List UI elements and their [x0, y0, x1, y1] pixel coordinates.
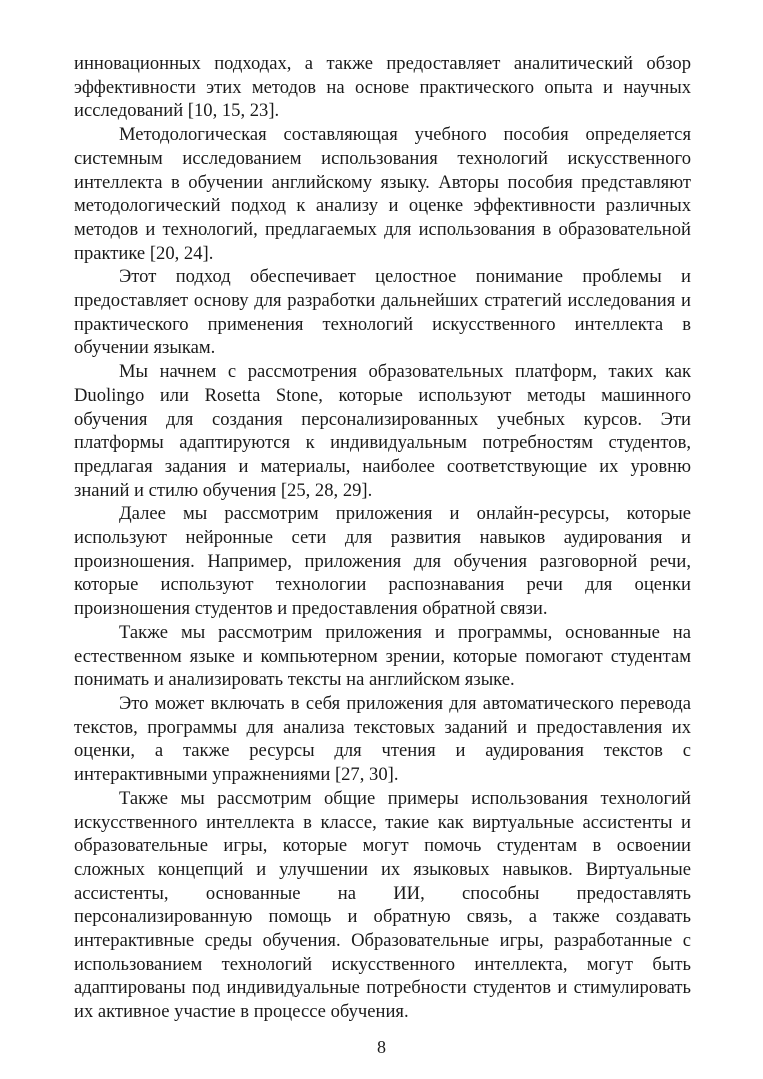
paragraph-natural-language: Также мы рассмотрим приложения и программы, основанные на естественном языке и компьютерном зрении, которые помогают студентам понимать и анализировать тексты на английском языке.: [74, 621, 691, 691]
page-number: 8: [377, 1037, 386, 1057]
page-body: [74, 52, 691, 1024]
paragraph-classroom-examples: Также мы рассмотрим общие примеры использования технологий искусственного интеллекта в классе, такие как виртуальные ассистенты и образовательные игры, которые могут помочь студентам в освоении сложных концепций и улучшении их языковых навыков. Виртуальные ассистенты, основанные на ИИ, способны предоставлять персонализированную помощь и обратную связь, а также создавать интерактивные среды обучения. Образовательные игры, разработанные с использованием технологий искусственного интеллекта, могут быть адаптированы под индивидуальные потребности студентов и стимулировать их активное участие в процессе обучения.: [74, 787, 691, 1023]
paragraph-platforms: Мы начнем с рассмотрения образовательных платформ, таких как Duolingo или Rosetta Stone, которые используют методы машинного обучения для создания персонализированных учебных курсов. Эти платформы адаптируются к индивидуальным потребностям студентов, предлагая задания и материалы, наиболее соответствующие их уровню знаний и стилю обучения [25, 28, 29].: [74, 361, 691, 501]
paragraph-neural-networks: Далее мы рассмотрим приложения и онлайн-ресурсы, которые используют нейронные сети для развития навыков аудирования и произношения. Например, приложения для обучения разговорной речи, которые используют технологии распознавания речи для оценки произношения студентов и предоставления обратной связи.: [74, 503, 691, 620]
paragraph-approach: Этот подход обеспечивает целостное понимание проблемы и предоставляет основу для разработки дальнейших стратегий исследования и практического применения технологий искусственного интеллекта в обучении языкам.: [74, 266, 691, 359]
paragraph-translation: Это может включать в себя приложения для автоматического перевода текстов, программы для анализа текстовых заданий и предоставления их оценки, а также ресурсы для чтения и аудирования текстов с интерактивными упражнениями [27, 30].: [74, 692, 691, 786]
paragraph-continued: инновационных подходах, а также предоставляет аналитический обзор эффективности этих методов на основе практического опыта и научных исследований [10, 15, 23].: [74, 53, 691, 122]
paragraph-methodology: Методологическая составляющая учебного пособия определяется системным исследованием использования технологий искусственного интеллекта в обучении английскому языку. Авторы пособия представляют методологический подход к анализу и оценке эффективности различных методов и технологий, предлагаемых для использования в образовательной практике [20, 24].: [74, 124, 691, 264]
